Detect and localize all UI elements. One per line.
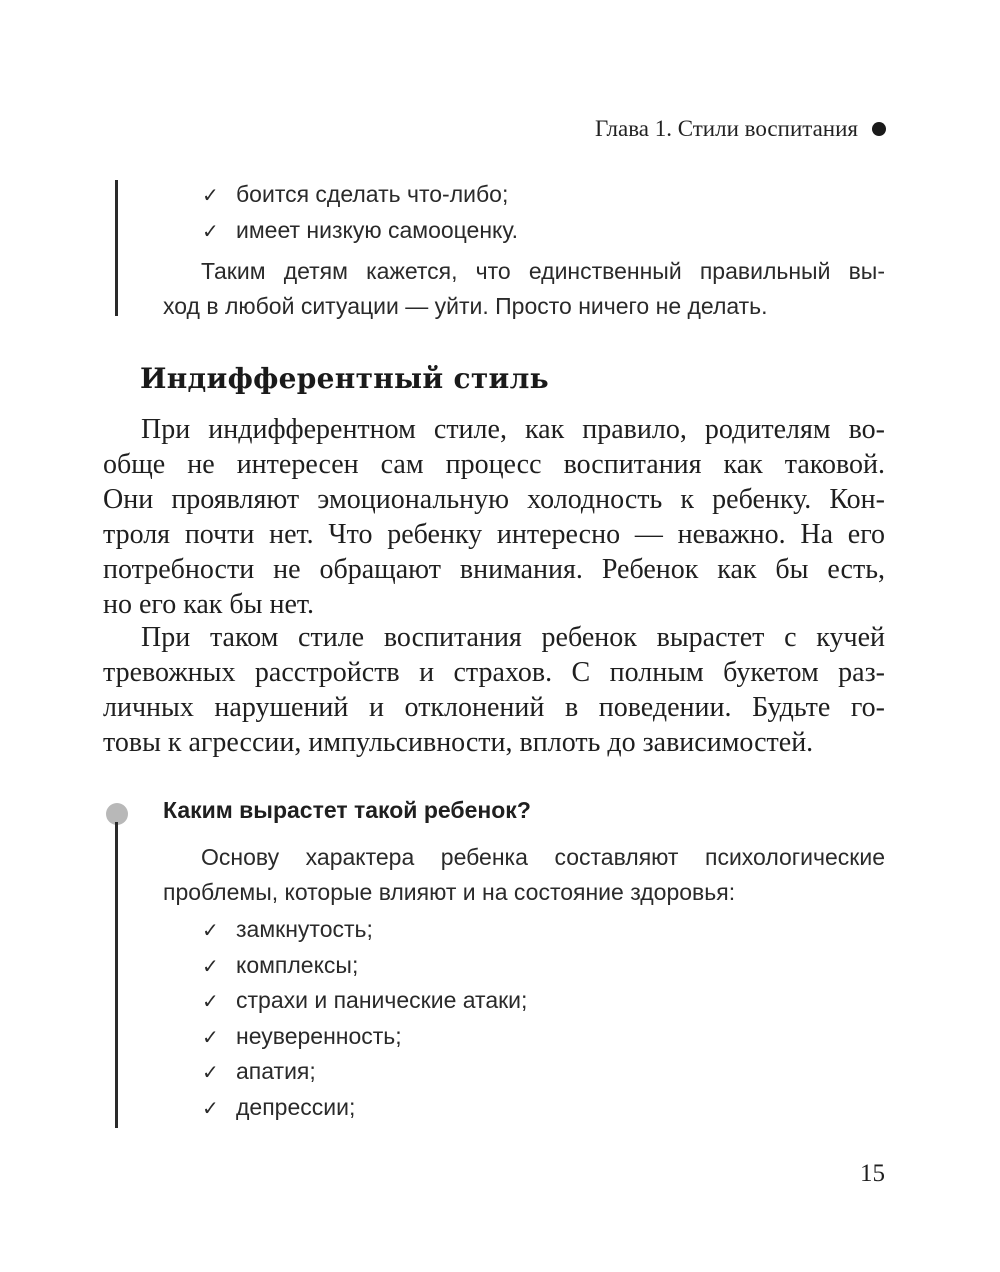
list-item-text: имеет низкую самооценку. (236, 216, 518, 243)
paragraph-line: троля почти нет. Что ребенку интересно — неважно. На его (103, 519, 885, 550)
checkmark-icon: ✓ (202, 183, 219, 207)
paragraph-line: При таком стиле воспитания ребенок вырастет с кучей (141, 622, 885, 653)
paragraph-line: проблемы, которые влияют и на состояние здоровья: (163, 878, 736, 905)
running-head-title: Глава 1. Стили воспитания (594, 116, 858, 141)
checkmark-icon: ✓ (202, 1024, 219, 1049)
paragraph-line: Они проявляют эмоциональную холодность к ребенку. Кон- (103, 484, 885, 515)
checkmark-icon: ✓ (202, 918, 219, 942)
list-item-text: депрессии; (236, 1093, 356, 1120)
box-check-list (202, 912, 527, 1125)
paragraph-line: При индифферентном стиле, как правило, родителям во- (141, 414, 885, 445)
list-item (202, 177, 518, 213)
page-number: 15 (860, 1160, 885, 1187)
list-item-text: неуверенность; (236, 1022, 402, 1049)
body-paragraph-2 (103, 620, 885, 760)
paragraph-line: ход в любой ситуации — уйти. Просто ничего не делать. (163, 292, 768, 319)
paragraph-line: но его как бы нет. (103, 589, 315, 620)
checkmark-icon: ✓ (202, 1060, 219, 1084)
box-paragraph (163, 840, 885, 909)
list-item (202, 213, 518, 249)
list-item-text: боится сделать что-либо; (236, 181, 509, 207)
list-item (202, 948, 527, 984)
checkmark-icon: ✓ (202, 218, 219, 243)
list-item (202, 912, 527, 948)
checkmark-icon: ✓ (202, 1095, 219, 1120)
section-title: Индифферентный стиль (140, 362, 549, 395)
checkmark-icon: ✓ (202, 989, 219, 1013)
paragraph-line: тревожных расстройств и страхов. С полным букетом раз- (103, 657, 885, 688)
paragraph-line: личных нарушений и отклонений в поведении. Будьте го- (103, 692, 885, 723)
list-item-text: страхи и панические атаки; (236, 987, 528, 1013)
running-head-bullet-icon (872, 122, 886, 136)
paragraph-line: Основу характера ребенка составляют психологические (201, 844, 885, 870)
body-paragraph-1 (103, 412, 885, 622)
checkmark-icon: ✓ (202, 953, 219, 978)
sidebar-rule-bottom (115, 822, 118, 1128)
list-item-text: апатия; (236, 1058, 316, 1084)
paragraph-line: товы к агрессии, импульсивности, вплоть до зависимостей. (103, 727, 814, 758)
list-item (202, 1019, 527, 1055)
list-item (202, 983, 527, 1019)
paragraph-line: обще не интересен сам процесс воспитания как таковой. (103, 449, 885, 480)
list-item (202, 1054, 527, 1090)
list-item (202, 1090, 527, 1126)
top-paragraph (163, 254, 885, 323)
running-head (595, 116, 886, 142)
sidebar-rule-top (115, 180, 118, 316)
paragraph-line: потребности не обращают внимания. Ребенок как бы есть, (103, 554, 885, 585)
list-item-text: комплексы; (236, 951, 359, 978)
list-item-text: замкнутость; (236, 916, 373, 942)
paragraph-line: Таким детям кажется, что единственный правильный вы- (201, 258, 885, 284)
top-check-list (202, 177, 518, 248)
box-title: Каким вырастет такой ребенок? (163, 797, 531, 823)
